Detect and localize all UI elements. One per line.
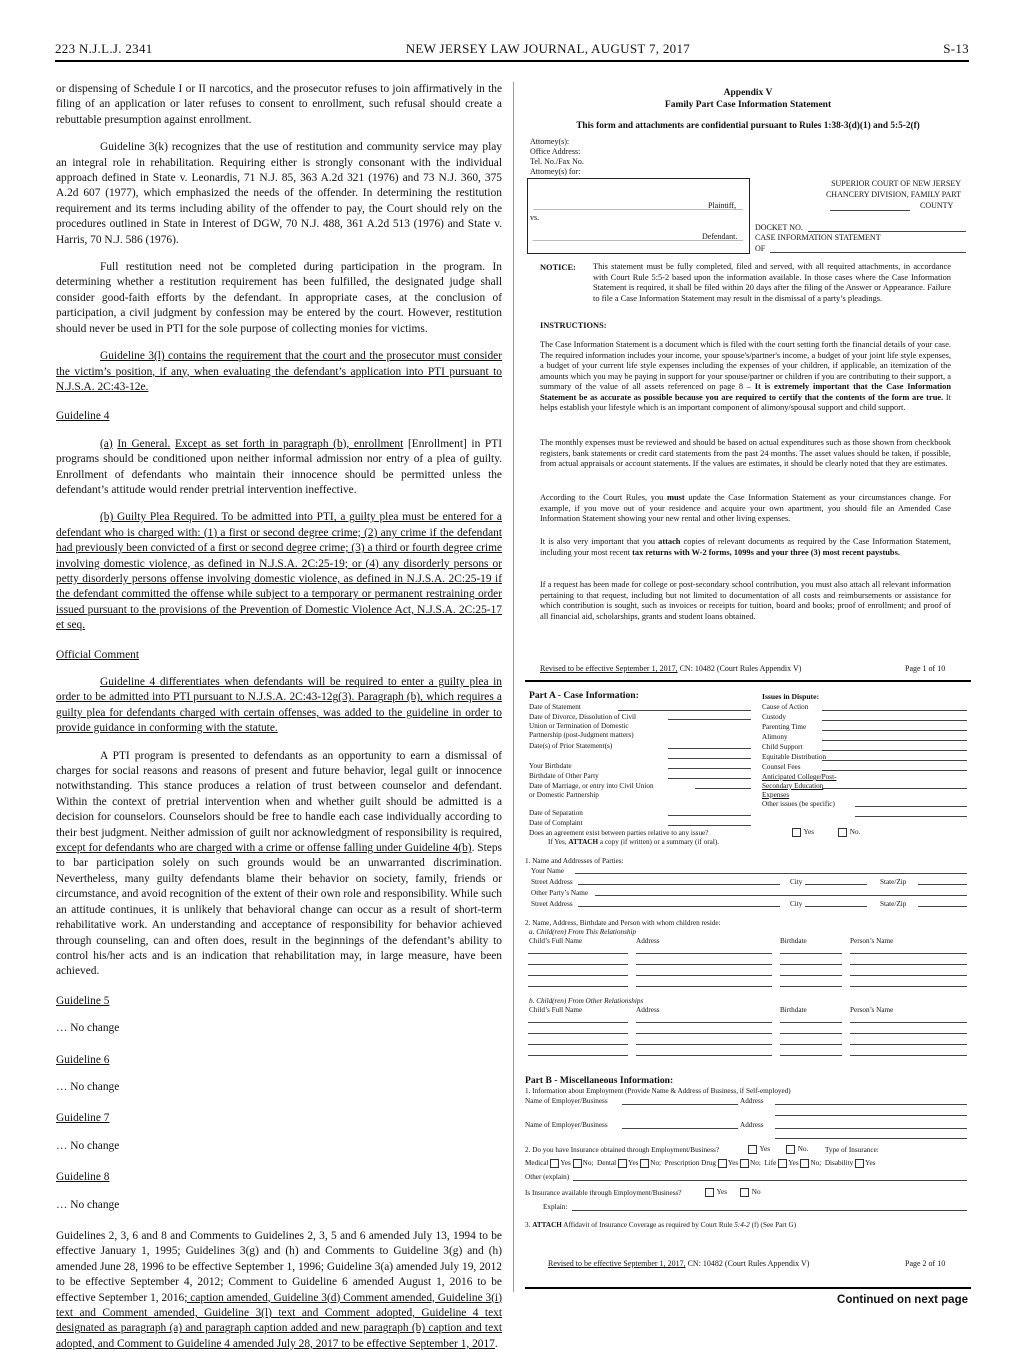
issues-heading: Issues in Dispute: xyxy=(762,692,819,701)
instructions-label: INSTRUCTIONS: xyxy=(540,321,607,330)
part-b-heading: Part B - Miscellaneous Information: xyxy=(525,1075,674,1086)
left-column xyxy=(56,82,502,1364)
employer-line[interactable] xyxy=(622,1104,738,1105)
field-label: Date of Separation xyxy=(529,809,583,817)
b3-rule: 5:4-2 xyxy=(734,1221,750,1229)
table-cell-line[interactable] xyxy=(528,1022,628,1023)
paragraph-underlined: Guideline 3(l) contains the requirement that the court and the prosecutor must consider the victim’s position, if any, when evaluating the defendant’s application into PTI pursuant to N.J.S.A. 2C:43-12e. xyxy=(56,350,502,393)
heading-guideline-6: Guideline 6 xyxy=(56,1053,110,1066)
no-change-text: … No change xyxy=(56,1139,120,1152)
field-label: Your Birthdate xyxy=(529,762,572,770)
paragraph-text: A PTI program is presented to defendants as an opportunity to earn a dismissal of charges for social reasons and reasons of present and future behavior, legal guilt or innocence notwithstanding. This stance produces a relation of trust between counselor and defendant. Within the context of pretrial intervention when and whether guilt should be admitted is a decision for counselors. Counselors should be free to handle each case individually according to their best judgment. Neither admission of guilt nor acknowledgment of responsibility is required xyxy=(56,749,502,839)
checkbox-label: Yes xyxy=(560,1159,571,1167)
defendant-label: Defendant. xyxy=(702,232,738,241)
header-citation: 223 N.J.L.J. 2341 xyxy=(55,41,153,56)
attach-emphasis: ATTACH xyxy=(568,838,599,846)
heading-guideline-7: Guideline 7 xyxy=(56,1112,110,1125)
field-label: State/Zip xyxy=(880,900,907,908)
column-header: Address xyxy=(636,1006,660,1014)
table-cell-line[interactable] xyxy=(850,975,967,976)
table-cell-line[interactable] xyxy=(780,1033,842,1034)
table-cell-line[interactable] xyxy=(850,953,967,954)
page-number-2: Page 2 of 10 xyxy=(905,1259,946,1268)
issue-label: Custody xyxy=(762,713,786,721)
statezip-line[interactable] xyxy=(918,884,967,885)
heading-guideline-8: Guideline 8 xyxy=(56,1171,110,1184)
instruction-emphasis: attach xyxy=(658,537,681,546)
date-of-statement-line[interactable] xyxy=(618,710,751,711)
checkbox[interactable] xyxy=(718,1159,727,1168)
paragraph-text: [Enrollment] in PTI programs should be conditioned upon neither informal admission nor entry of a plea of guilty. Enrollment of defendants who maintain their innocence should be permitted unless the defendant’s attitude would render pretrial intervention ineffective. xyxy=(56,437,503,496)
b3-text: Affidavit of Insurance Coverage as required by Court Rule xyxy=(563,1221,733,1229)
paragraph: or dispensing of Schedule I or II narcotics, and the prosecutor refuses to join affirmatively in the filing of an application or later refuses to consent to enrollment, such refusal should create a rebuttable presumption against enrollment. xyxy=(56,83,502,126)
column-header: Person’s Name xyxy=(850,937,894,945)
checkbox[interactable] xyxy=(792,828,801,837)
amendment-history xyxy=(56,1229,502,1352)
field-label: or Domestic Partnership xyxy=(529,791,599,799)
agreement-yes[interactable] xyxy=(792,827,814,837)
b3-text: (f) (See Part G) xyxy=(751,1221,797,1229)
insurance-no[interactable] xyxy=(786,1144,808,1154)
table-cell-line[interactable] xyxy=(850,1044,967,1045)
table-cell-line[interactable] xyxy=(636,986,772,987)
table-cell-line[interactable] xyxy=(780,953,842,954)
issue-label: Expenses xyxy=(762,791,790,799)
issue-label: Anticipated College/Post- xyxy=(762,773,837,781)
column-header: Address xyxy=(636,937,660,945)
issue-line[interactable] xyxy=(822,730,967,731)
question-availability: Is Insurance available through Employment/Business? xyxy=(525,1189,682,1197)
header-publication: NEW JERSEY LAW JOURNAL, AUGUST 7, 2017 xyxy=(405,41,691,56)
of-label: OF xyxy=(755,244,766,253)
paragraph: Guideline 3(k) recognizes that the use of restitution and community service may play an integral role in rehabilitation. Requiring either is strongly consonant with the individual approach defined in State v. Leonardis, 71 N.J. 85, 363 A.2d 321 (1976) and 73 N.J. 360, 375 A.2d 607 (1977), which emphasized the needs of the offender. In determining the restitution requirement and its terms including ability of the offender to pay, the Court should rely on the procedures outlined in State in Interest of DGW, 70 N.J. 488, 361 A.2d 513 (1976) and State v. Harris, 70 N.J. 586 (1976). xyxy=(56,141,502,246)
docket-line[interactable] xyxy=(808,231,966,232)
your-name-line[interactable] xyxy=(575,873,967,874)
field-label: Date of Divorce, Dissolution of Civil xyxy=(529,713,636,721)
para-caption: In General. xyxy=(117,437,171,450)
field-label: Date(s) of Prior Statement(s) xyxy=(529,742,613,750)
table-cell-line[interactable] xyxy=(528,964,628,965)
agreement-question: Does an agreement exist between parties relative to any issue? xyxy=(529,829,709,837)
street-line[interactable] xyxy=(578,884,780,885)
other-birthdate-line[interactable] xyxy=(668,778,751,779)
insurance-type-row: Medical Yes No; Dental Yes No; Prescription Drug Yes No; Life Yes No; Disability Yes xyxy=(525,1159,876,1167)
checkbox[interactable] xyxy=(800,1159,809,1168)
checkbox-label: No xyxy=(650,1159,660,1167)
table-cell-line[interactable] xyxy=(780,1022,842,1023)
plaintiff-label: Plaintiff, xyxy=(708,201,737,210)
inserted-text: Except as set forth in paragraph (b), enrollment xyxy=(175,437,404,450)
issue-line[interactable] xyxy=(822,740,967,741)
field-label: Explain: xyxy=(543,1203,568,1211)
tel-fax-label: Tel. No./Fax No. xyxy=(530,157,584,166)
table-cell-line[interactable] xyxy=(636,975,772,976)
docket-label: DOCKET NO. xyxy=(755,223,803,232)
instruction-emphasis: tax returns with W-2 forms, 1099s and your three (3) most recent paystubs. xyxy=(632,547,900,557)
field-label: Date of Marriage, or entry into Civil Union xyxy=(529,782,654,790)
attach-text: If Yes, xyxy=(548,838,567,846)
form-page-divider xyxy=(525,680,971,682)
issue-label: Alimony xyxy=(762,733,788,741)
address-line[interactable] xyxy=(775,1115,967,1116)
revision-note xyxy=(548,1259,809,1269)
checkbox-label: Yes xyxy=(627,1159,639,1167)
field-label: Address xyxy=(740,1097,764,1105)
paragraph-text: Guidelines 2, 3, 6 and 8 and Comments to Guidelines 2, 3, 5 and 6 amended July 13, 1994 to be effective January 1, 1995; Guidelines 3(g) and (h) and Comments to Guideline 3(g) and (h) amended June 28, 1996 to be effective September 1, 1996; Guideline 3(a) amended July 19, 2012 to be effective September 4, 2012; Comment to Guideline 6 amended August 1, 2016 to be effective September 1, 2016 xyxy=(56,1229,502,1304)
instruction-4 xyxy=(540,537,951,558)
checkbox-label: No xyxy=(582,1159,592,1167)
checkbox-label: Yes xyxy=(759,1145,770,1153)
para-marker: (a) xyxy=(100,437,113,450)
continued-note: Continued on next page xyxy=(837,1294,968,1306)
inserted-text: , except for defendants who are charged with a crime or offense falling under Guideline 4(b) xyxy=(56,826,502,855)
form-page-divider xyxy=(525,1287,971,1289)
employer-line[interactable] xyxy=(622,1128,738,1129)
table-cell-line[interactable] xyxy=(850,1022,967,1023)
subsection-b: b. Child(ren) From Other Relationships xyxy=(529,997,644,1005)
other-explain-line[interactable] xyxy=(573,1180,967,1181)
field-label: Street Address xyxy=(531,878,573,886)
column-header: Child’s Full Name xyxy=(529,1006,583,1014)
checkbox-label: No xyxy=(810,1159,820,1167)
checkbox-label: No xyxy=(750,1159,759,1167)
table-cell-line[interactable] xyxy=(780,1055,842,1056)
paragraph-text: . xyxy=(494,1337,498,1350)
field-label: Date of Complaint xyxy=(529,819,583,827)
table-cell-line[interactable] xyxy=(850,1033,967,1034)
no-change-text: … No change xyxy=(56,1022,120,1035)
instruction-emphasis: must xyxy=(667,493,685,502)
field-label: Your Name xyxy=(531,867,565,875)
instruction-text: update the Case Information Statement as your circumstances change. For example, if you move out of your residence and acquire your own apartment, you should file an Amended Case Information Statement showing your new rental and other living expenses. xyxy=(540,493,952,523)
instruction-text: It helps establish your lifestyle which is an important component of alimony/spousal support and child support. xyxy=(540,392,952,412)
revision-date: Revised to be effective September 1, 2017, xyxy=(540,664,678,673)
office-address-label: Office Address: xyxy=(530,147,581,156)
paragraph: Full restitution need not be completed during participation in the program. In determining whether a restitution requirement has been fulfilled, the designated judge shall consider good-faith efforts by the defendant. In appropriate cases, at the conclusion of participation, a civil judgment by confession may be entered by the court. However, restitution should never be used in PTI for the sole purpose of collecting monies for victims. xyxy=(56,261,502,335)
attorney-label: Attorney(s): xyxy=(530,137,570,146)
subsection-a: a. Child(ren) From This Relationship xyxy=(529,928,637,936)
address-line[interactable] xyxy=(775,1128,967,1129)
paragraph-underlined: Guideline 4 differentiates when defendants will be required to enter a guilty plea in order to be admitted into PTI pursuant to N.J.S.A. 2C:43-12g(3). Paragraph (b), which requires a guilty plea for defendants charged with certain offenses, was added to the guideline in order to provide guidance in conforming with the statute. xyxy=(56,676,502,735)
issue-label: Parenting Time xyxy=(762,723,807,731)
no-change-text: … No change xyxy=(56,1198,120,1211)
table-cell-line[interactable] xyxy=(850,986,967,987)
field-label: Other (explain) xyxy=(525,1173,570,1181)
table-cell-line[interactable] xyxy=(850,1055,967,1056)
checkbox[interactable] xyxy=(786,1145,795,1154)
table-cell-line[interactable] xyxy=(780,964,842,965)
table-cell-line[interactable] xyxy=(636,1055,772,1056)
field-label: City xyxy=(790,900,803,908)
checkbox[interactable] xyxy=(550,1159,559,1168)
county-label: COUNTY xyxy=(920,201,954,210)
column-divider xyxy=(513,82,514,1292)
paragraph xyxy=(56,749,502,980)
availability-yes[interactable] xyxy=(705,1187,727,1197)
issue-label: Equitable Distribution xyxy=(762,753,827,761)
attorney-for-label: Attorney(s) for: xyxy=(530,167,581,176)
field-label: Name of Employer/Business xyxy=(525,1097,608,1105)
checkbox-label: Yes xyxy=(727,1159,739,1167)
of-line[interactable] xyxy=(770,252,966,253)
other-name-line[interactable] xyxy=(595,895,967,896)
insurance-type-label: Type of Insurance: xyxy=(825,1146,879,1154)
your-birthdate-line[interactable] xyxy=(668,768,751,769)
availability-no[interactable] xyxy=(740,1187,761,1197)
question-b3 xyxy=(525,1220,796,1230)
insurance-type: Dental xyxy=(597,1159,617,1167)
insurance-type: Disability xyxy=(824,1159,854,1167)
address-line[interactable] xyxy=(775,1138,967,1139)
column-header: Child’s Full Name xyxy=(529,937,583,945)
table-cell-line[interactable] xyxy=(780,975,842,976)
checkbox[interactable] xyxy=(740,1159,749,1168)
instruction-text: It is also very important that you xyxy=(540,537,656,546)
checkbox[interactable] xyxy=(740,1188,749,1197)
checkbox-label: No xyxy=(751,1188,761,1196)
field-label: Street Address xyxy=(531,900,573,908)
table-cell-line[interactable] xyxy=(528,986,628,987)
instruction-2: The monthly expenses must be reviewed and should be based on actual expenditures such as those shown from checkbook registers, bank statements or credit card statements from the past 24 months. The asset values should be taken, if possible, from actual appraisals or account statements. If the values are estimates, it should be clearly noted that they are estimates. xyxy=(540,438,951,468)
paragraph-text: . Steps to bar participation solely on such grounds would be an unwarranted discrimination. Nevertheless, many guilty defendants blame their behavior on society, family, friends or circumstance, and avoid recognition of the extent of their own role and responsibility. While such an attitude continues, it is unlikely that behavioral change can occur as a result of short-term rehabilitative work. An understanding and acceptance of responsibility for behavior achieved through counseling, can and often does, result in the beginnings of the defendant’s ability to control his/her acts and is an indication that rehabilitation may, in large measure, have been achieved. xyxy=(56,842,502,978)
insurance-type: Prescription Drug xyxy=(664,1159,716,1167)
court-name: SUPERIOR COURT OF NEW JERSEY xyxy=(831,179,961,188)
field-label: Other Party’s Name xyxy=(531,889,589,897)
notice-label: NOTICE: xyxy=(540,263,576,272)
street-line[interactable] xyxy=(578,906,780,907)
issue-line[interactable] xyxy=(822,720,967,721)
checkbox[interactable] xyxy=(748,1145,757,1154)
table-cell-line[interactable] xyxy=(528,975,628,976)
checkbox[interactable] xyxy=(705,1188,714,1197)
table-cell-line[interactable] xyxy=(636,1044,772,1045)
issue-label: Secondary Education xyxy=(762,782,824,790)
column-header: Person’s Name xyxy=(850,1006,894,1014)
instruction-text: According to the Court Rules, you xyxy=(540,493,664,502)
issue-line[interactable] xyxy=(822,770,967,771)
column-header: Birthdate xyxy=(780,1006,807,1014)
checkbox[interactable] xyxy=(838,828,847,837)
instruction-5: If a request has been made for college or post-secondary school contribution, you must also attach all relevant information pertaining to that request, including but not limited to documentation of all costs and reimbursements or assistance for which contribution is sought, such as invoices or receipts for tuition, board and books; proof of enrollment; and proof of all financial aid, scholarships, grants and student loans obtained. xyxy=(540,580,951,621)
table-cell-line[interactable] xyxy=(636,953,772,954)
table-cell-line[interactable] xyxy=(636,1022,772,1023)
address-line[interactable] xyxy=(775,1104,967,1105)
question-b2: 2. Do you have Insurance obtained through Employment/Business? xyxy=(525,1146,720,1154)
county-line[interactable] xyxy=(830,210,910,211)
paragraph-underlined: (b) Guilty Plea Required. To be admitted into PTI, a guilty plea must be entered for a defendant who is charged with: (1) a first or second degree crime; (2) any crime if the defendant had previously been convicted of a first or second degree crime; (3) a third or fourth degree crime involving domestic violence, as defined in N.J.S.A. 2C:25-19; or (4) any disorderly persons or petty disorderly persons offense involving domestic violence, as defined in N.J.S.A. 2C:25-19 if the defendant committed the offense while subject to a temporary or permanent restraining order issued pursuant to the provisions of the Prevention of Domestic Violence Act, N.J.S.A. 2C:25-17 et seq. xyxy=(56,511,502,632)
inserted-text: ; caption amended, Guideline 3(d) Comment amended, Guideline 3(i) text and Comment amended, Guideline 3(l) text and Comment adopted, Guideline 4 text designated as paragraph (a) and paragraph caption added and new paragraph (b) caption and text adopted, and Comment to Guideline 4 amended July 28, 2017 to be effective September 1, 2017 xyxy=(56,1291,502,1350)
b3-emphasis: ATTACH xyxy=(532,1221,562,1229)
revision-date: Revised to be effective September 1, 2017, xyxy=(548,1259,686,1268)
insurance-type: Medical xyxy=(525,1159,549,1167)
b3-text: 3. xyxy=(525,1221,531,1229)
checkbox-label: Yes xyxy=(865,1159,876,1167)
instruction-text: The Case Information Statement is a document which is filed with the court setting forth the financial details of your case. The required information includes your income, your spouse's/partner's income, a budget of your joint life style expenses, a budget of your current life style expenses including the expenses of your children, if applicable, an itemization of the amounts which you may be paying in support for your spouse/partner or children if you are contributing to their support, a summary of the value of all assets referenced on page 8 – xyxy=(540,340,951,391)
issue-label: Other issues (be specific) xyxy=(762,800,835,808)
heading-official-comment: Official Comment xyxy=(56,648,139,661)
insurance-yes[interactable] xyxy=(748,1144,770,1154)
table-cell-line[interactable] xyxy=(780,1044,842,1045)
checkbox[interactable] xyxy=(573,1159,582,1168)
table-cell-line[interactable] xyxy=(780,986,842,987)
field-label: City xyxy=(790,878,803,886)
checkbox-label: Yes xyxy=(788,1159,799,1167)
part-a-heading: Part A - Case Information: xyxy=(529,690,639,701)
field-label: State/Zip xyxy=(880,878,907,886)
header-page-number: S-13 xyxy=(943,41,969,56)
checkbox-label: No. xyxy=(797,1145,809,1153)
issue-label: Counsel Fees xyxy=(762,763,801,771)
agreement-no[interactable] xyxy=(838,827,860,837)
field-label: Address xyxy=(740,1121,764,1129)
prior-statement-line[interactable] xyxy=(668,758,751,759)
vs-label: vs. xyxy=(530,213,540,222)
question-b1: 1. Information about Employment (Provide Name & Address of Business, if Self-employed) xyxy=(525,1087,791,1095)
table-cell-line[interactable] xyxy=(528,1044,628,1045)
instruction-emphasis: It is extremely important that the Case Information Statement be as accurate as possible because you are required to certify that the contents of the form are true. xyxy=(540,382,951,402)
table-cell-line[interactable] xyxy=(636,964,772,965)
date-of-divorce-line[interactable] xyxy=(668,719,751,720)
table-cell-line[interactable] xyxy=(528,1055,628,1056)
issue-line[interactable] xyxy=(822,750,967,751)
checkbox-label: No. xyxy=(849,828,861,836)
statezip-line[interactable] xyxy=(918,906,967,907)
instruction-3 xyxy=(540,493,951,525)
heading-guideline-4: Guideline 4 xyxy=(56,410,110,423)
city-line[interactable] xyxy=(805,884,867,885)
column-header: Birthdate xyxy=(780,937,807,945)
issue-line[interactable] xyxy=(822,710,967,711)
page-header xyxy=(55,40,969,62)
paragraph xyxy=(56,437,502,499)
table-cell-line[interactable] xyxy=(636,1033,772,1034)
checkbox[interactable] xyxy=(855,1159,864,1168)
prior-statement-line[interactable] xyxy=(668,748,751,749)
table-cell-line[interactable] xyxy=(528,953,628,954)
separation-date-line[interactable] xyxy=(668,815,751,816)
issue-label: Child Support xyxy=(762,743,803,751)
instruction-1 xyxy=(540,340,951,414)
no-change-text: … No change xyxy=(56,1080,120,1093)
field-label: Birthdate of Other Party xyxy=(529,772,599,780)
field-label: Partnership (post-Judgment matters) xyxy=(529,731,634,739)
table-cell-line[interactable] xyxy=(850,964,967,965)
field-label: Union or Termination of Domestic xyxy=(529,722,629,730)
appendix-title: Appendix V xyxy=(723,88,773,98)
field-label: Date of Statement xyxy=(529,703,581,711)
field-label: Name of Employer/Business xyxy=(525,1121,608,1129)
form-number: CN: 10482 (Court Rules Appendix V) xyxy=(687,1259,810,1268)
appendix-subtitle: Family Part Case Information Statement xyxy=(664,100,832,110)
insurance-type: Life xyxy=(764,1159,777,1167)
checkbox-label: Yes xyxy=(716,1188,727,1196)
page-number-1: Page 1 of 10 xyxy=(905,664,946,673)
heading-guideline-5: Guideline 5 xyxy=(56,994,110,1007)
checkbox-label: Yes xyxy=(803,828,814,836)
notice-text: This statement must be fully completed, filed and served, with all required attachments, in accordance with Court Rule 5:5-2 based upon the information available. In those cases where the Case Information Statement is required, it shall be filed within 20 days after the filing of the Answer or Appearance. Failure to file a Case Information Statement may result in the dismissal of a party’s pleadings. xyxy=(593,262,951,303)
instruction-text: copies of relevant documents as required by the Case Information Statement, including your most recent xyxy=(540,537,952,557)
issue-line[interactable] xyxy=(822,760,967,761)
marriage-date-line[interactable] xyxy=(695,788,751,789)
court-division: CHANCERY DIVISION, FAMILY PART xyxy=(825,190,961,199)
checkbox[interactable] xyxy=(640,1159,649,1168)
checkbox[interactable] xyxy=(618,1159,627,1168)
checkbox[interactable] xyxy=(778,1159,787,1168)
issue-line[interactable] xyxy=(855,806,967,807)
caption-box xyxy=(527,178,750,254)
table-cell-line[interactable] xyxy=(528,1033,628,1034)
revision-note xyxy=(540,664,801,674)
complaint-date-line[interactable] xyxy=(668,825,751,826)
cis-label: CASE INFORMATION STATEMENT xyxy=(755,233,881,242)
attach-note xyxy=(548,837,719,847)
issue-line[interactable] xyxy=(855,816,967,817)
issue-label: Cause of Action xyxy=(762,703,809,711)
issue-line[interactable] xyxy=(822,788,967,789)
city-line[interactable] xyxy=(805,906,867,907)
form-number: CN: 10482 (Court Rules Appendix V) xyxy=(679,664,802,673)
confidential-notice: This form and attachments are confidential pursuant to Rules 1:38-3(d)(1) and 5:5-2(f) xyxy=(576,121,920,131)
question-2: 2. Name, Address, Birthdate and Person with whom children reside: xyxy=(525,919,721,927)
explain-line[interactable] xyxy=(572,1210,967,1211)
attach-text: a copy (if written) or a summary (if oral). xyxy=(599,838,720,846)
question-1: 1. Name and Addresses of Parties: xyxy=(525,857,624,865)
